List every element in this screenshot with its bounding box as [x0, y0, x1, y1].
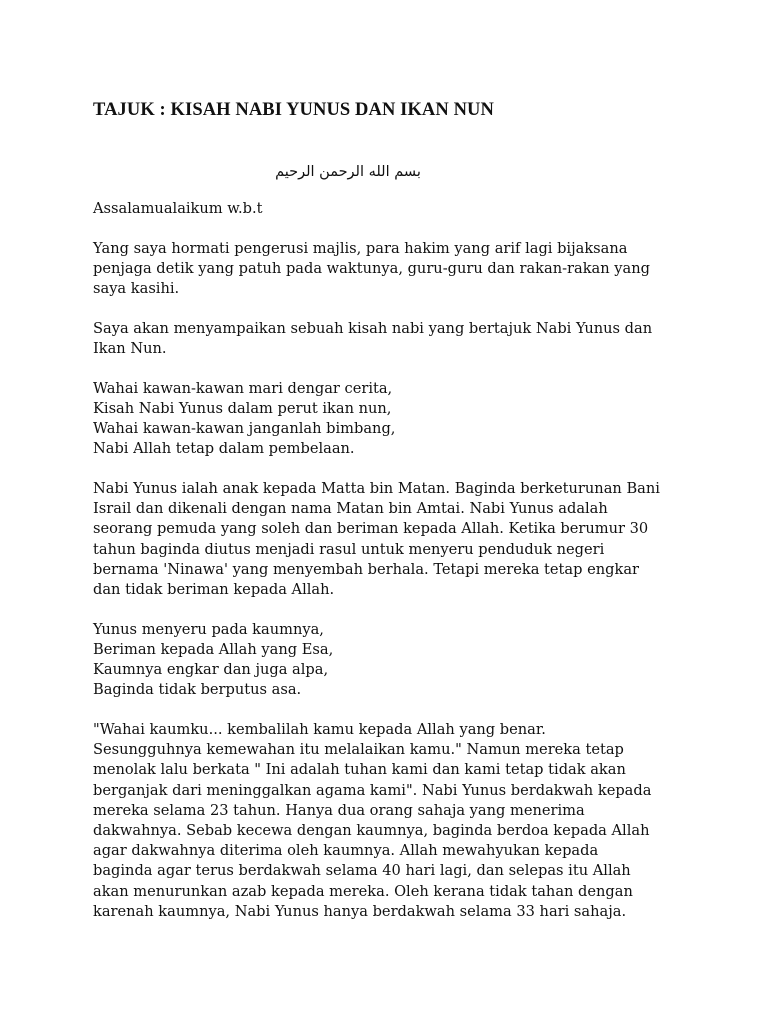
poem-line: Yunus menyeru pada kaumnya, [93, 620, 324, 638]
poem-line: Baginda tidak berputus asa. [93, 681, 302, 699]
poem-stanza-2 [93, 620, 683, 701]
paragraph-line: mereka selama 23 tahun. Hanya dua orang sahaja yang menerima [93, 801, 585, 819]
paragraph-line: agar dakwahnya diterima oleh kaumnya. Allah mewahyukan kepada [93, 842, 599, 860]
greeting-line: Assalamualaikum w.b.t [93, 200, 263, 217]
paragraph-line: dan tidak beriman kepada Allah. [93, 581, 335, 599]
paragraph-line: saya kasihi. [93, 280, 180, 298]
paragraph-line: baginda agar terus berdakwah selama 40 hari lagi, dan selepas itu Allah [93, 862, 631, 880]
paragraph-line: bernama 'Ninawa' yang menyembah berhala. Tetapi mereka tetap engkar [93, 560, 639, 578]
paragraph-line: penjaga detik yang patuh pada waktunya, guru-guru dan rakan-rakan yang [93, 259, 650, 277]
paragraph-2 [93, 319, 683, 359]
poem-stanza-1 [93, 379, 683, 460]
paragraph-line: Israil dan dikenali dengan nama Matan bin Amtai. Nabi Yunus adalah [93, 500, 608, 518]
paragraph-3 [93, 479, 683, 600]
paragraph-line: Sesungguhnya kemewahan itu melalaikan kamu." Namun mereka tetap [93, 741, 624, 759]
poem-line: Kaumnya engkar dan juga alpa, [93, 661, 329, 679]
poem-line: Wahai kawan-kawan mari dengar cerita, [93, 379, 393, 397]
paragraph-line: dakwahnya. Sebab kecewa dengan kaumnya, baginda berdoa kepada Allah [93, 822, 650, 840]
poem-line: Kisah Nabi Yunus dalam perut ikan nun, [93, 399, 392, 417]
paragraph-line: Saya akan menyampaikan sebuah kisah nabi yang bertajuk Nabi Yunus dan [93, 319, 653, 337]
paragraph-line: "Wahai kaumku... kembalilah kamu kepada Allah yang benar. [93, 721, 546, 739]
paragraph-1 [93, 239, 683, 300]
paragraph-line: menolak lalu berkata " Ini adalah tuhan kami dan kami tetap tidak akan [93, 761, 626, 779]
paragraph-line: karenah kaumnya, Nabi Yunus hanya berdakwah selama 33 hari sahaja. [93, 902, 627, 920]
bismillah-text: بسم الله الرحمن الرحيم [275, 164, 421, 180]
paragraph-line: Ikan Nun. [93, 340, 167, 358]
document-title: TAJUK : KISAH NABI YUNUS DAN IKAN NUN [93, 100, 494, 120]
paragraph-line: Yang saya hormati pengerusi majlis, para hakim yang arif lagi bijaksana [93, 239, 628, 257]
poem-line: Beriman kepada Allah yang Esa, [93, 640, 334, 658]
paragraph-line: Nabi Yunus ialah anak kepada Matta bin Matan. Baginda berketurunan Bani [93, 480, 660, 498]
document-page [93, 98, 683, 922]
paragraph-line: seorang pemuda yang soleh dan beriman kepada Allah. Ketika berumur 30 [93, 520, 649, 538]
paragraph-4 [93, 720, 683, 922]
paragraph-line: akan menurunkan azab kepada mereka. Oleh kerana tidak tahan dengan [93, 882, 633, 900]
paragraph-line: tahun baginda diutus menjadi rasul untuk menyeru penduduk negeri [93, 540, 605, 558]
poem-line: Wahai kawan-kawan janganlah bimbang, [93, 420, 396, 438]
paragraph-line: berganjak dari meninggalkan agama kami". Nabi Yunus berdakwah kepada [93, 781, 652, 799]
poem-line: Nabi Allah tetap dalam pembelaan. [93, 440, 355, 458]
